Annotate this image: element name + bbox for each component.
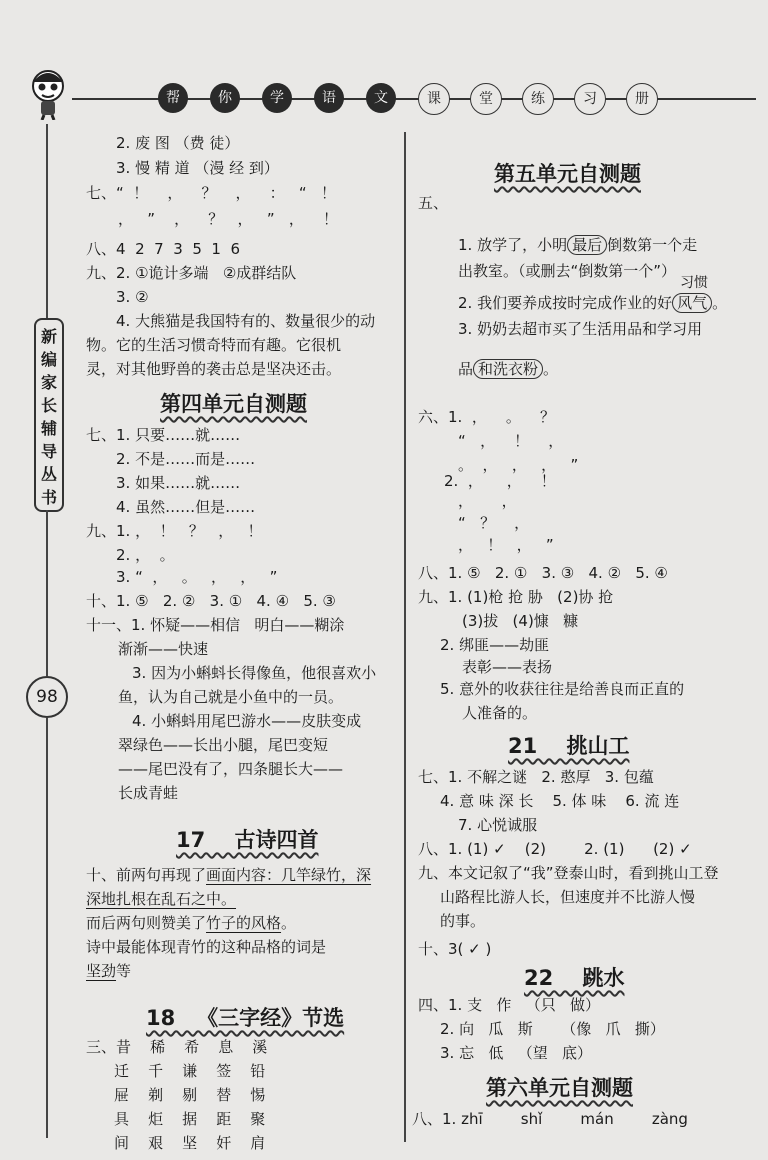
text-line: 而后两句则赞美了竹子的风格。 <box>86 914 297 932</box>
header-title <box>158 80 648 116</box>
text-line: 2. 绑匪——劫匪 <box>440 636 550 654</box>
text-line: 九、本文记叙了“我”登泰山时，看到挑山工登 <box>418 864 719 882</box>
section-title-unit4: 第四单元自测题 <box>160 392 307 416</box>
text-line: 五、 <box>418 194 449 212</box>
section-title-21: 21 挑山工 <box>508 734 630 758</box>
text-line: 的事。 <box>440 912 486 930</box>
text-line: 3. ② <box>116 288 149 306</box>
text-line: 长成青蛙 <box>118 784 179 802</box>
text-line: 7. 心悦诚服 <box>458 816 538 834</box>
section-title-17: 17 古诗四首 <box>176 828 319 852</box>
series-char: 编 <box>40 350 57 369</box>
text-line: 品 和洗衣粉 。 <box>458 360 559 378</box>
text-line: “ ， ！ ， <box>458 432 564 450</box>
title-char: 帮 <box>158 83 188 113</box>
series-char: 辅 <box>40 419 57 438</box>
text-line: 诗中最能体现青竹的这种品格的词是 <box>86 938 327 956</box>
text-line: 5. 意外的收获往往是给善良而正直的 <box>440 680 685 698</box>
text-line: 2. ， ， ！ <box>444 472 556 490</box>
text-line: 。 ， ， ， ” <box>458 456 579 474</box>
series-char: 长 <box>40 396 57 415</box>
mascot-icon <box>26 66 70 120</box>
text-line: 八、1. ⑤ 2. ① 3. ③ 4. ② 5. ④ <box>418 564 668 582</box>
title-char: 册 <box>626 83 658 115</box>
title-char: 练 <box>522 83 554 115</box>
text-line: 3. 慢 精 道 （漫 经 到） <box>116 159 279 177</box>
series-char: 导 <box>40 442 57 461</box>
text-line: 4. 小蝌蚪用尾巴游水——皮肤变成 <box>132 712 362 730</box>
text-line: ， ， <box>458 492 517 510</box>
text-line: ——尾巴没有了，四条腿长大—— <box>118 760 344 778</box>
text-line: 七、1. 不解之谜 2. 憨厚 3. 包蕴 <box>418 768 654 786</box>
page-number: 98 <box>26 676 68 718</box>
text-line: 出教室。（或删去“倒数第一个”） <box>458 262 677 280</box>
text-line: 3. “ ， 。 ， ， ” <box>116 568 278 586</box>
section-title-unit5: 第五单元自测题 <box>494 162 641 186</box>
series-char: 新 <box>40 327 57 346</box>
text-line: 2. 废 图 （费 徒） <box>116 134 240 152</box>
text-line: 八、1. zhī shǐ mán zàng <box>412 1110 688 1128</box>
text-line: 八、4 2 7 3 5 1 6 <box>86 240 241 258</box>
text-line: 四、1. 支 作 （只 做） <box>418 996 600 1014</box>
text-line: ， ” ， ？ ， ” ， ！ <box>118 210 338 228</box>
text-line: 七、1. 只要……就…… <box>86 426 241 444</box>
margin-rule <box>46 124 48 320</box>
text-line: 九、2. ①诡计多端 ②成群结队 <box>86 264 297 282</box>
text-line: 1. 放学了，小明 最后 倒数第一个走 <box>458 236 698 254</box>
title-char: 堂 <box>470 83 502 115</box>
char-row: 具 炬 据 距 聚 <box>114 1110 266 1128</box>
char-row: 迁 千 谦 签 铅 <box>114 1062 266 1080</box>
text-line: 十一、1. 怀疑——相信 明白——糊涂 <box>86 616 345 634</box>
text-line: ， ！ ， ” <box>458 536 554 554</box>
char-row: 间 艰 坚 奸 肩 <box>114 1134 266 1152</box>
text-line: 九、1. (1)枪 抢 胁 (2)协 抢 <box>418 588 614 606</box>
text-line: 4. 意 味 深 长 5. 体 味 6. 流 连 <box>440 792 680 810</box>
title-char: 语 <box>314 83 344 113</box>
text-line: 3. 忘 低 （望 底） <box>440 1044 592 1062</box>
section-title-22: 22 跳水 <box>524 966 625 990</box>
text-line: 深地扎根在乱石之中。 <box>86 890 237 908</box>
column-divider <box>404 132 406 1142</box>
text-line: 十、前两句再现了画面内容：几竿绿竹，深 <box>86 866 372 884</box>
title-char: 你 <box>210 83 240 113</box>
text-line: 十、1. ⑤ 2. ② 3. ① 4. ④ 5. ③ <box>86 592 336 610</box>
text-line: 山路程比游人长，但速度并不比游人慢 <box>440 888 696 906</box>
text-line: 物。它的生活习惯奇特而有趣。它很机 <box>86 336 342 354</box>
section-title-unit6: 第六单元自测题 <box>486 1076 633 1100</box>
margin-rule <box>46 510 48 676</box>
char-row: 屉 剃 剔 替 惕 <box>114 1086 266 1104</box>
text-line: 2. ， 。 <box>116 546 175 564</box>
text-line: 六、1. ， 。 ？ <box>418 408 555 426</box>
text-line: 翠绿色——长出小腿，尾巴变短 <box>118 736 329 754</box>
text-line: 八、1. (1) ✓ (2) 2. (1) (2) ✓ <box>418 840 692 858</box>
title-char: 课 <box>418 83 450 115</box>
char-row: 三、昔 稀 希 息 溪 <box>86 1038 268 1056</box>
series-char: 家 <box>40 373 57 392</box>
text-line: 坚劲等 <box>86 962 132 980</box>
text-line: 七、“ ！ ， ？ ， ： “ ！ <box>86 184 336 202</box>
series-label <box>34 318 64 512</box>
title-char: 习 <box>574 83 606 115</box>
series-char: 书 <box>40 488 57 507</box>
text-line: 表彰——表扬 <box>462 658 553 676</box>
text-line: (3)拔 (4)慷 糠 <box>462 612 579 630</box>
title-char: 文 <box>366 83 396 113</box>
text-line: 3. 如果……就…… <box>116 474 241 492</box>
text-line: 4. 大熊猫是我国特有的、数量很少的动 <box>116 312 376 330</box>
text-line: 十、3( ✓ ) <box>418 940 492 958</box>
text-line: 人准备的。 <box>462 704 538 722</box>
text-line: 渐渐——快速 <box>118 640 209 658</box>
series-char: 丛 <box>40 465 57 484</box>
correction-annotation: 习惯 <box>680 275 708 291</box>
text-line: 3. 因为小蝌蚪长得像鱼，他很喜欢小 <box>132 664 377 682</box>
text-line: “ ？ ， <box>458 514 530 532</box>
margin-rule <box>46 718 48 1138</box>
section-title-18: 18 《三字经》节选 <box>146 1006 345 1030</box>
text-line: 2. 我们要养成按时完成作业的好 风气 。 <box>458 294 728 312</box>
text-line: 2. 向 瓜 斯 （像 爪 撕） <box>440 1020 665 1038</box>
text-line: 4. 虽然……但是…… <box>116 498 256 516</box>
text-line: 鱼，认为自己就是小鱼中的一员。 <box>118 688 344 706</box>
text-line: 灵，对其他野兽的袭击总是坚决还击。 <box>86 360 342 378</box>
title-char: 学 <box>262 83 292 113</box>
text-line: 九、1. ， ！ ？ ， ！ <box>86 522 263 540</box>
text-line: 3. 奶奶去超市买了生活用品和学习用 <box>458 320 703 338</box>
text-line: 2. 不是……而是…… <box>116 450 256 468</box>
